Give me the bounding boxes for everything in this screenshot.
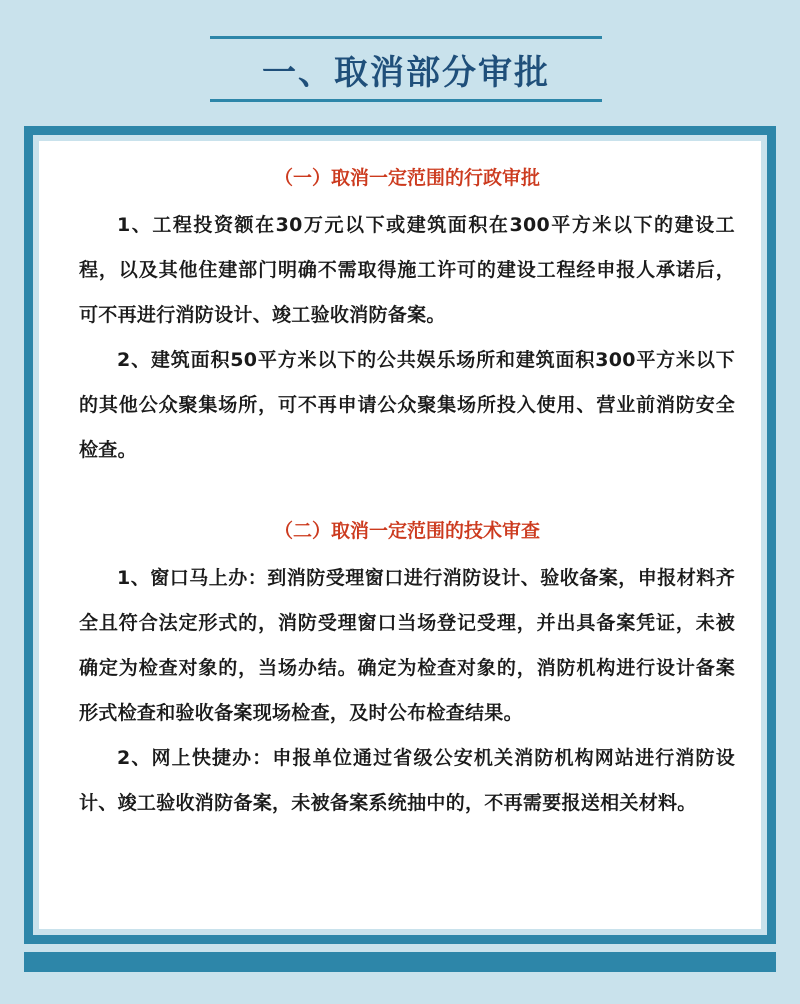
title-banner bbox=[210, 36, 602, 102]
section-heading-technical: （二）取消一定范围的技术审查 bbox=[273, 520, 540, 542]
paragraph-item: 1、窗口马上办：到消防受理窗口进行消防设计、验收备案，申报材料齐全且符合法定形式的，消防受理窗口当场登记受理，并出具备案凭证，未被确定为检查对象的，当场办结。确定为检查对象的，消防机构进行设计备案形式检查和验收备案现场检查，及时公布检查结果。 bbox=[79, 567, 735, 724]
page-title: 一、取消部分审批 bbox=[262, 52, 550, 93]
footer-bar bbox=[24, 952, 776, 972]
content-body bbox=[79, 141, 735, 826]
paragraph-item: 2、网上快捷办：申报单位通过省级公安机关消防机构网站进行消防设计、竣工验收消防备案，未被备案系统抽中的，不再需要报送相关材料。 bbox=[79, 747, 735, 814]
content-panel bbox=[24, 126, 776, 944]
content-panel-inner bbox=[39, 141, 761, 929]
section-heading-administrative: （一）取消一定范围的行政审批 bbox=[273, 167, 540, 189]
paragraph-item: 2、建筑面积50平方米以下的公共娱乐场所和建筑面积300平方米以下的其他公众聚集场所，可不再申请公众聚集场所投入使用、营业前消防安全检查。 bbox=[79, 349, 735, 461]
paragraph-item: 1、工程投资额在30万元以下或建筑面积在300平方米以下的建设工程，以及其他住建部门明确不需取得施工许可的建设工程经申报人承诺后，可不再进行消防设计、竣工验收消防备案。 bbox=[79, 214, 735, 326]
